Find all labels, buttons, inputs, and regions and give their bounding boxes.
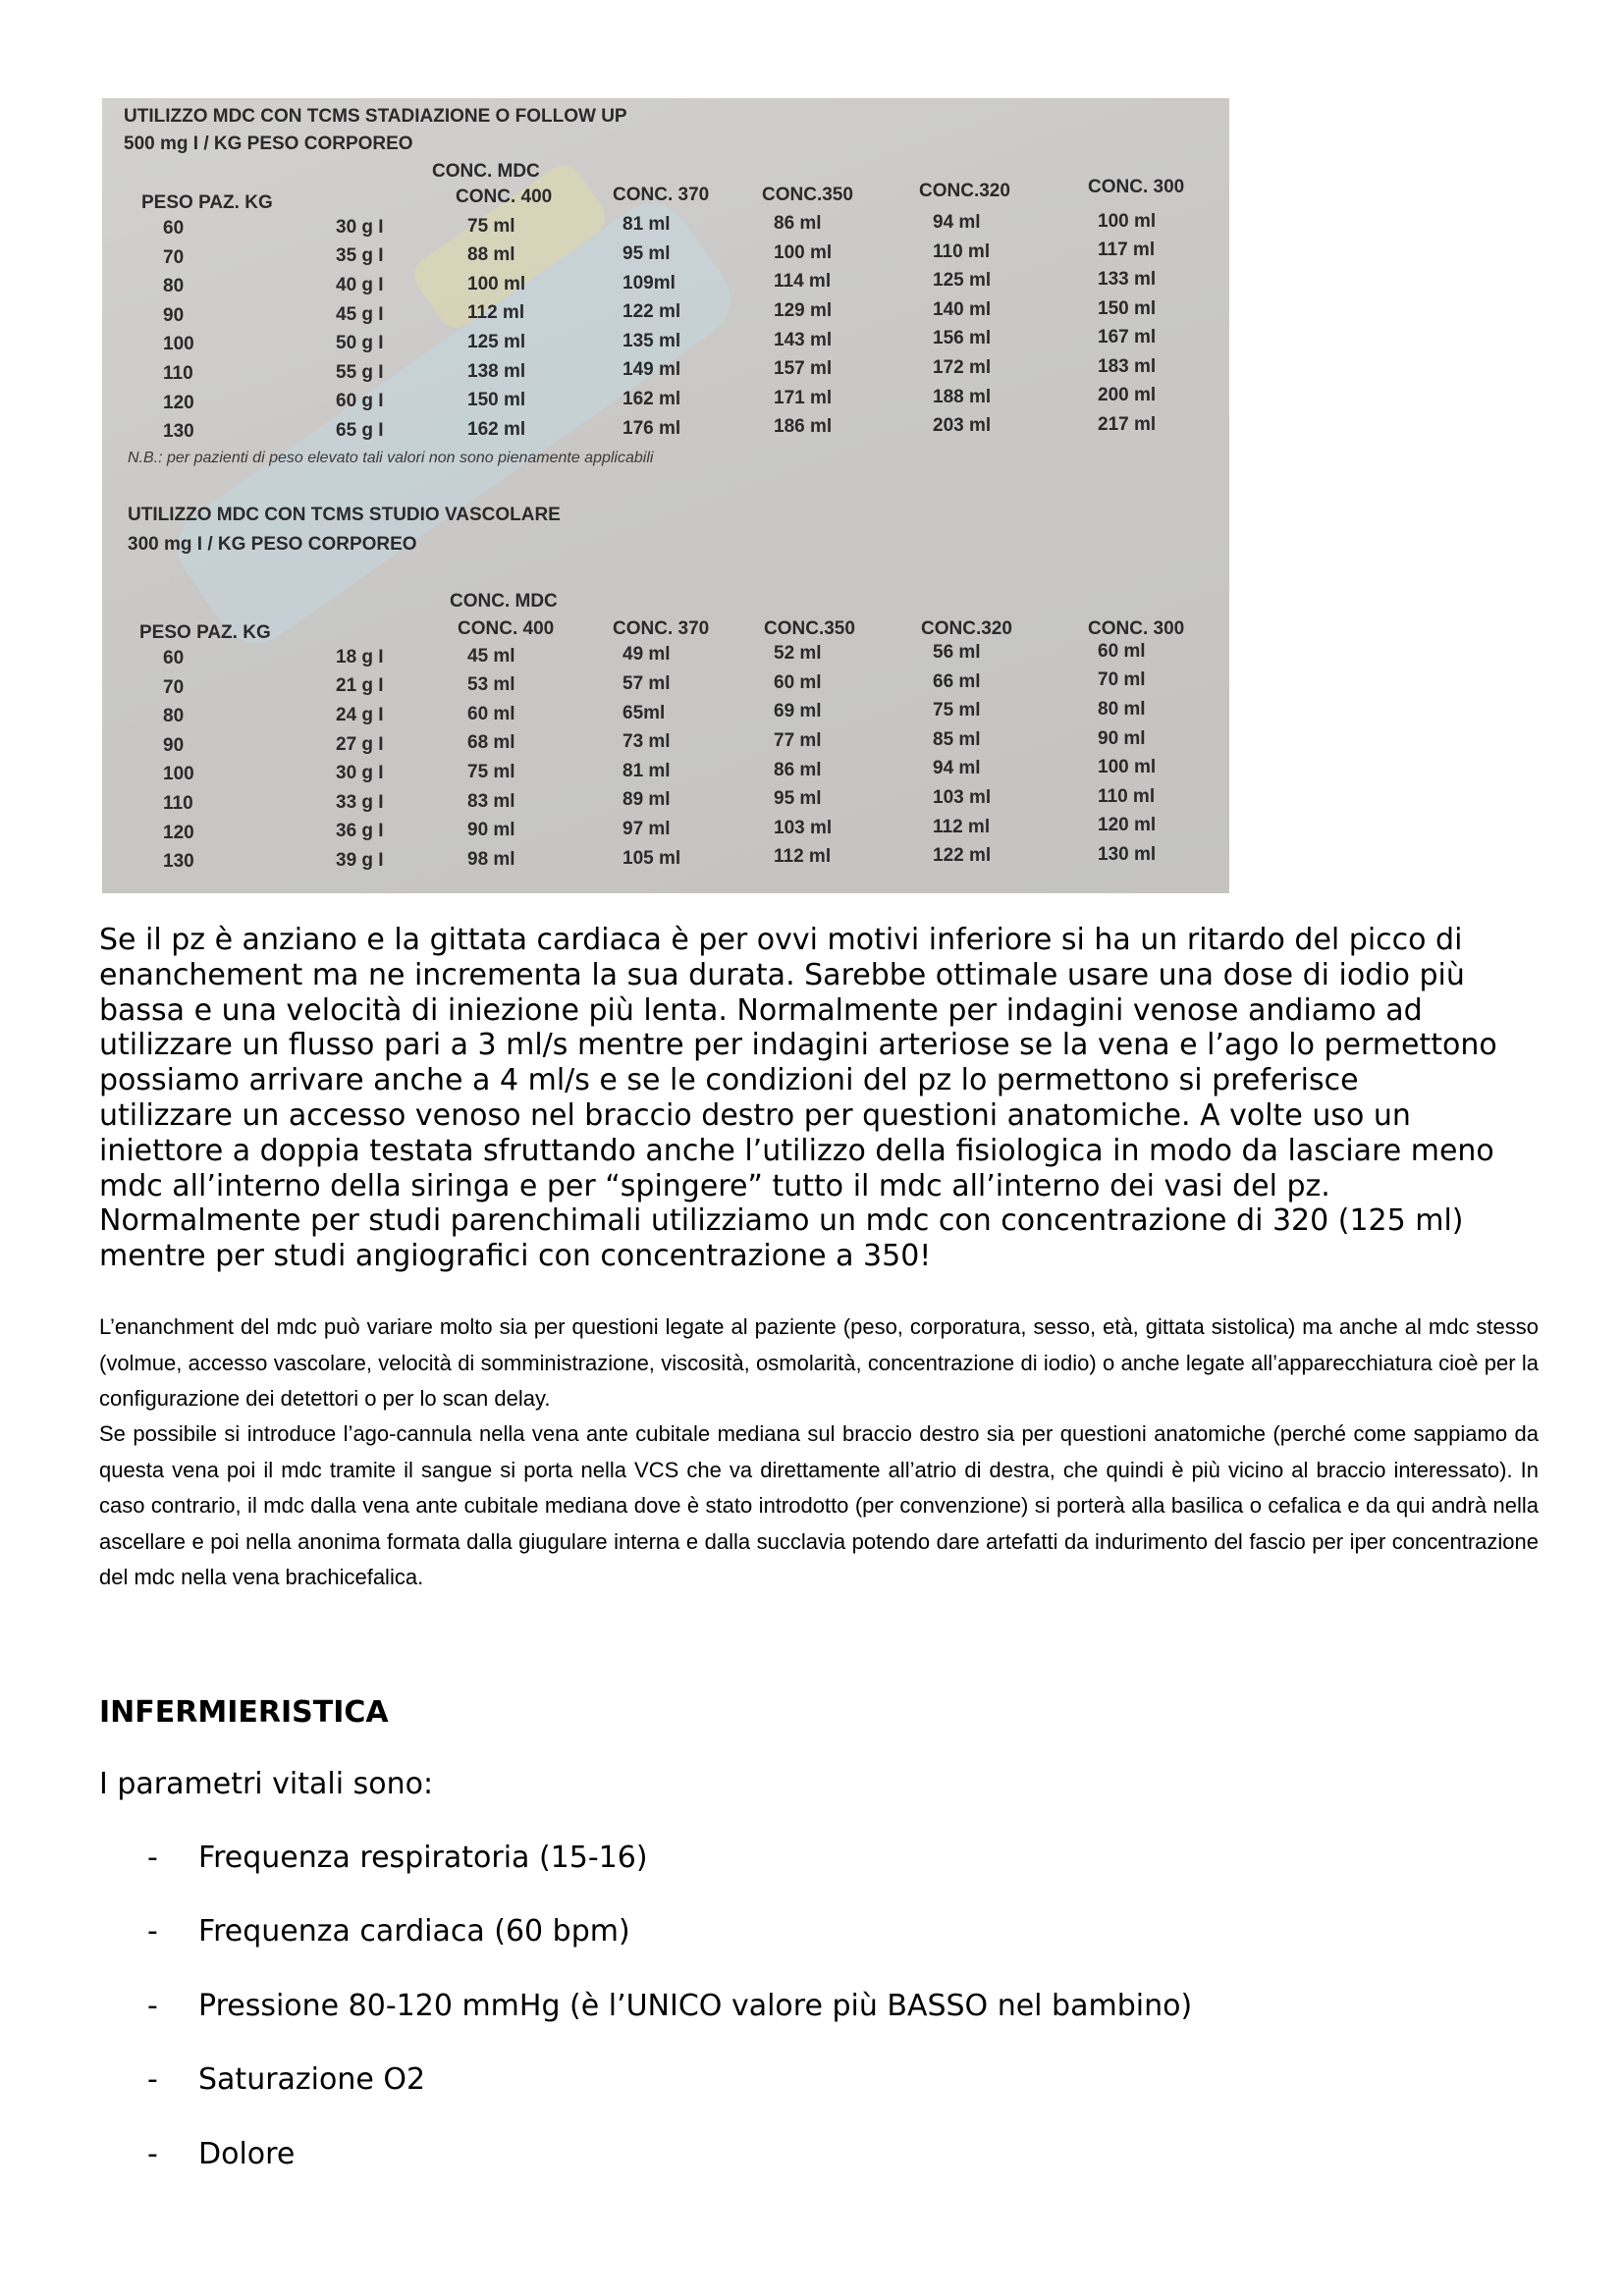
conc370-cell: 135 ml xyxy=(622,330,681,351)
conc400-cell: 112 ml xyxy=(467,302,525,324)
paragraph-line: mentre per studi angiografici con concentrazione a 350! xyxy=(99,1239,932,1274)
conc350-cell: 52 ml xyxy=(774,643,822,665)
grams-iodine-cell: 45 g I xyxy=(336,303,384,325)
peso-cell: 60 xyxy=(163,218,185,239)
conc320-cell: 94 ml xyxy=(933,212,981,233)
conc350-cell: 77 ml xyxy=(774,730,822,751)
peso-cell: 100 xyxy=(163,334,194,355)
conc370-cell: 109ml xyxy=(622,272,676,294)
conc400-cell: 125 ml xyxy=(467,332,526,352)
conc370-cell: 89 ml xyxy=(622,789,671,811)
conc400-cell: 75 ml xyxy=(467,215,515,237)
vital-oxygen-saturation: Saturazione O2 xyxy=(198,2062,426,2097)
vital-heart-rate: Frequenza cardiaca (60 bpm) xyxy=(198,1914,630,1949)
conc300-cell: 133 ml xyxy=(1098,269,1157,290)
conc300-cell: 60 ml xyxy=(1098,640,1146,662)
conc300-cell: 217 ml xyxy=(1098,414,1157,435)
conc300-cell: 120 ml xyxy=(1098,815,1157,836)
grams-iodine-cell: 39 g I xyxy=(336,850,384,871)
paragraph-cannula-placement: Se possibile si introduce l’ago-cannula nella vena ante cubitale mediana sul braccio destro sia per questioni anatomiche (perché come sappiamo da questa vena poi il mdc tramite il sangue si porta nella VCS che va direttamente all’atrio di destra, che quindi è più vicino al braccio interessato). In caso contrario, il mdc dalla vena ante cubitale mediana dove è stato introdotto (per convenzione) si porterà alla basilica o cefalica e da qui andrà nella ascellare e poi nella anonima formata dalla giugulare interna e dalla succlavia potendo dare artefatti da indurimento del fascio per iper concentrazione del mdc nella vena brachicefalica. xyxy=(99,1421,1539,1589)
section2-header-conc-mdc: CONC. MDC xyxy=(450,591,558,612)
conc350-cell: 157 ml xyxy=(774,358,833,380)
conc370-cell: 162 ml xyxy=(622,389,681,409)
conc350-cell: 143 ml xyxy=(774,329,833,350)
conc400-cell: 53 ml xyxy=(467,674,515,696)
grams-iodine-cell: 65 g I xyxy=(336,420,384,441)
paragraph-line: iniettore a doppia testata sfruttando anche l’utilizzo della fisiologica in modo da lasciare meno xyxy=(99,1133,1494,1168)
peso-cell: 120 xyxy=(163,822,194,843)
paragraph-line: Normalmente per studi parenchimali utilizziamo un mdc con concentrazione di 320 (125 ml) xyxy=(99,1203,1464,1239)
peso-cell: 120 xyxy=(163,392,194,413)
conc320-cell: 94 ml xyxy=(933,758,981,779)
grams-iodine-cell: 24 g I xyxy=(336,705,384,725)
conc320-cell: 85 ml xyxy=(933,728,981,750)
paragraph-line: utilizzare un accesso venoso nel braccio destro per questioni anatomiche. A volte uso un xyxy=(99,1097,1411,1133)
conc350-cell: 86 ml xyxy=(774,213,822,235)
conc400-cell: 138 ml xyxy=(467,360,526,382)
conc350-cell: 69 ml xyxy=(774,701,822,722)
vitals-intro: I parametri vitali sono: xyxy=(99,1767,434,1801)
section2-subtitle: 300 mg I / KG PESO CORPOREO xyxy=(128,534,417,555)
conc320-cell: 56 ml xyxy=(933,642,981,663)
paragraph-line: enanchement ma ne incrementa la sua durata. Sarebbe ottimale usare una dose di iodio più xyxy=(99,957,1465,992)
section2-header-conc300: CONC. 300 xyxy=(1088,618,1185,639)
conc350-cell: 95 ml xyxy=(774,788,822,810)
conc400-cell: 90 ml xyxy=(467,820,515,841)
peso-cell: 130 xyxy=(163,851,194,873)
conc300-cell: 167 ml xyxy=(1098,327,1157,348)
section2-title: UTILIZZO MDC CON TCMS STUDIO VASCOLARE xyxy=(128,505,561,525)
peso-cell: 110 xyxy=(163,363,193,384)
conc300-cell: 200 ml xyxy=(1098,385,1157,406)
conc400-cell: 100 ml xyxy=(467,273,526,294)
conc400-cell: 98 ml xyxy=(467,848,515,870)
conc400-cell: 45 ml xyxy=(467,645,515,667)
conc300-cell: 80 ml xyxy=(1098,699,1146,720)
list-dash: - xyxy=(147,1841,158,1875)
section1-header-conc350: CONC.350 xyxy=(762,185,853,205)
paragraph-contrast-injection xyxy=(99,923,1533,1274)
conc320-cell: 203 ml xyxy=(933,415,992,437)
section1-header-conc300: CONC. 300 xyxy=(1088,177,1185,197)
conc370-cell: 65ml xyxy=(622,702,666,723)
conc320-cell: 112 ml xyxy=(933,816,991,837)
grams-iodine-cell: 27 g I xyxy=(336,733,384,755)
grams-iodine-cell: 36 g I xyxy=(336,821,384,842)
conc300-cell: 150 ml xyxy=(1098,297,1157,319)
section-heading: INFERMIERISTICA xyxy=(99,1695,389,1730)
section2-header-conc370: CONC. 370 xyxy=(613,618,710,639)
peso-cell: 110 xyxy=(163,793,193,814)
peso-cell: 70 xyxy=(163,246,185,268)
conc400-cell: 68 ml xyxy=(467,732,515,754)
conc320-cell: 125 ml xyxy=(933,270,992,292)
paragraph-enhancement-factors: L’enanchment del mdc può variare molto sia per questioni legate al paziente (peso, corporatura, sesso, età, gittata sistolica) ma anche al mdc stesso (volmue, accesso vascolare, velocità di somministrazione, viscosità, osmolarità, concentrazione di iodio) o anche legate all’apparecchiatura cioè per la configurazione dei detettori o per lo scan delay. xyxy=(99,1314,1539,1411)
conc370-cell: 176 ml xyxy=(622,417,681,439)
peso-cell: 70 xyxy=(163,676,185,698)
conc370-cell: 97 ml xyxy=(622,819,671,839)
peso-cell: 90 xyxy=(163,304,185,326)
conc350-cell: 103 ml xyxy=(774,817,833,838)
section1-note: N.B.: per pazienti di peso elevato tali valori non sono pienamente applicabili xyxy=(128,450,654,466)
section1-subtitle: 500 mg I / KG PESO CORPOREO xyxy=(124,133,413,154)
vital-respiratory-rate: Frequenza respiratoria (15-16) xyxy=(198,1841,648,1875)
conc300-cell: 100 ml xyxy=(1098,210,1157,232)
conc300-cell: 183 ml xyxy=(1098,355,1157,377)
conc350-cell: 100 ml xyxy=(774,241,833,263)
conc400-cell: 162 ml xyxy=(467,418,526,440)
conc320-cell: 156 ml xyxy=(933,328,992,349)
conc350-cell: 129 ml xyxy=(774,300,833,321)
grams-iodine-cell: 50 g I xyxy=(336,333,384,354)
grams-iodine-cell: 18 g I xyxy=(336,646,384,667)
section2-header-conc400: CONC. 400 xyxy=(458,618,555,639)
section1-header-conc400: CONC. 400 xyxy=(456,187,553,207)
paragraph-line: mdc all’interno della siringa e per “spingere” tutto il mdc all’interno dei vasi del pz. xyxy=(99,1168,1330,1203)
grams-iodine-cell: 30 g I xyxy=(336,763,384,784)
conc370-cell: 73 ml xyxy=(622,731,671,753)
conc370-cell: 49 ml xyxy=(622,644,671,666)
conc370-cell: 122 ml xyxy=(622,301,681,323)
grams-iodine-cell: 35 g I xyxy=(336,245,384,267)
conc300-cell: 130 ml xyxy=(1098,844,1157,865)
conc370-cell: 57 ml xyxy=(622,673,671,694)
conc320-cell: 110 ml xyxy=(933,240,991,262)
grams-iodine-cell: 21 g I xyxy=(336,675,384,697)
paragraph-line: possiamo arrivare anche a 4 ml/s e se le condizioni del pz lo permettono si preferisce xyxy=(99,1063,1359,1098)
list-dash: - xyxy=(147,2137,158,2171)
conc370-cell: 149 ml xyxy=(622,359,681,381)
vital-pain: Dolore xyxy=(198,2137,296,2171)
peso-cell: 60 xyxy=(163,648,185,668)
peso-cell: 80 xyxy=(163,706,185,727)
section1-header-conc320: CONC.320 xyxy=(919,181,1010,201)
conc350-cell: 112 ml xyxy=(774,846,832,868)
grams-iodine-cell: 30 g I xyxy=(336,216,384,238)
contrast-dose-table-photo xyxy=(102,98,1229,893)
list-dash: - xyxy=(147,1914,158,1949)
conc400-cell: 150 ml xyxy=(467,390,526,411)
conc300-cell: 100 ml xyxy=(1098,757,1157,778)
paragraph-line: utilizzare un flusso pari a 3 ml/s mentre per indagini arteriose se la vena e l’ago lo permettono xyxy=(99,1028,1497,1063)
conc320-cell: 103 ml xyxy=(933,787,992,808)
conc320-cell: 75 ml xyxy=(933,700,981,721)
conc320-cell: 66 ml xyxy=(933,670,981,692)
paragraph-line: bassa e una velocità di iniezione più lenta. Normalmente per indagini venose andiamo ad xyxy=(99,992,1423,1028)
conc370-cell: 95 ml xyxy=(622,243,671,264)
paragraph-line: Se il pz è anziano e la gittata cardiaca è per ovvi motivi inferiore si ha un ritardo del picco di xyxy=(99,923,1463,957)
conc400-cell: 83 ml xyxy=(467,790,515,812)
conc350-cell: 86 ml xyxy=(774,759,822,780)
section2-header-conc320: CONC.320 xyxy=(921,618,1012,639)
vital-blood-pressure: Pressione 80-120 mmHg (è l’UNICO valore più BASSO nel bambino) xyxy=(198,1989,1193,2023)
conc370-cell: 81 ml xyxy=(622,760,671,781)
section1-title: UTILIZZO MDC CON TCMS STADIAZIONE O FOLLOW UP xyxy=(124,106,627,127)
conc370-cell: 81 ml xyxy=(622,214,671,236)
conc350-cell: 186 ml xyxy=(774,416,833,438)
conc300-cell: 110 ml xyxy=(1098,785,1156,807)
conc400-cell: 75 ml xyxy=(467,762,515,782)
conc320-cell: 140 ml xyxy=(933,298,992,320)
section2-header-peso: PESO PAZ. KG xyxy=(139,622,271,643)
section1-header-conc-mdc: CONC. MDC xyxy=(432,161,540,182)
peso-cell: 80 xyxy=(163,276,185,297)
grams-iodine-cell: 40 g I xyxy=(336,275,384,295)
section2-header-conc350: CONC.350 xyxy=(764,618,855,639)
conc350-cell: 60 ml xyxy=(774,671,822,693)
conc320-cell: 122 ml xyxy=(933,845,992,867)
conc400-cell: 88 ml xyxy=(467,244,515,266)
peso-cell: 90 xyxy=(163,734,185,756)
conc400-cell: 60 ml xyxy=(467,703,515,724)
conc350-cell: 171 ml xyxy=(774,387,833,408)
conc320-cell: 172 ml xyxy=(933,357,992,378)
conc370-cell: 105 ml xyxy=(622,847,681,869)
list-dash: - xyxy=(147,2062,158,2097)
section1-header-conc370: CONC. 370 xyxy=(613,185,710,205)
grams-iodine-cell: 33 g I xyxy=(336,791,384,813)
grams-iodine-cell: 55 g I xyxy=(336,361,384,383)
conc320-cell: 188 ml xyxy=(933,386,992,407)
conc300-cell: 90 ml xyxy=(1098,727,1146,749)
conc300-cell: 117 ml xyxy=(1098,240,1156,261)
list-dash: - xyxy=(147,1989,158,2023)
conc350-cell: 114 ml xyxy=(774,271,832,293)
section1-header-peso: PESO PAZ. KG xyxy=(141,192,273,213)
grams-iodine-cell: 60 g I xyxy=(336,391,384,412)
peso-cell: 130 xyxy=(163,421,194,443)
conc300-cell: 70 ml xyxy=(1098,669,1146,691)
peso-cell: 100 xyxy=(163,764,194,785)
